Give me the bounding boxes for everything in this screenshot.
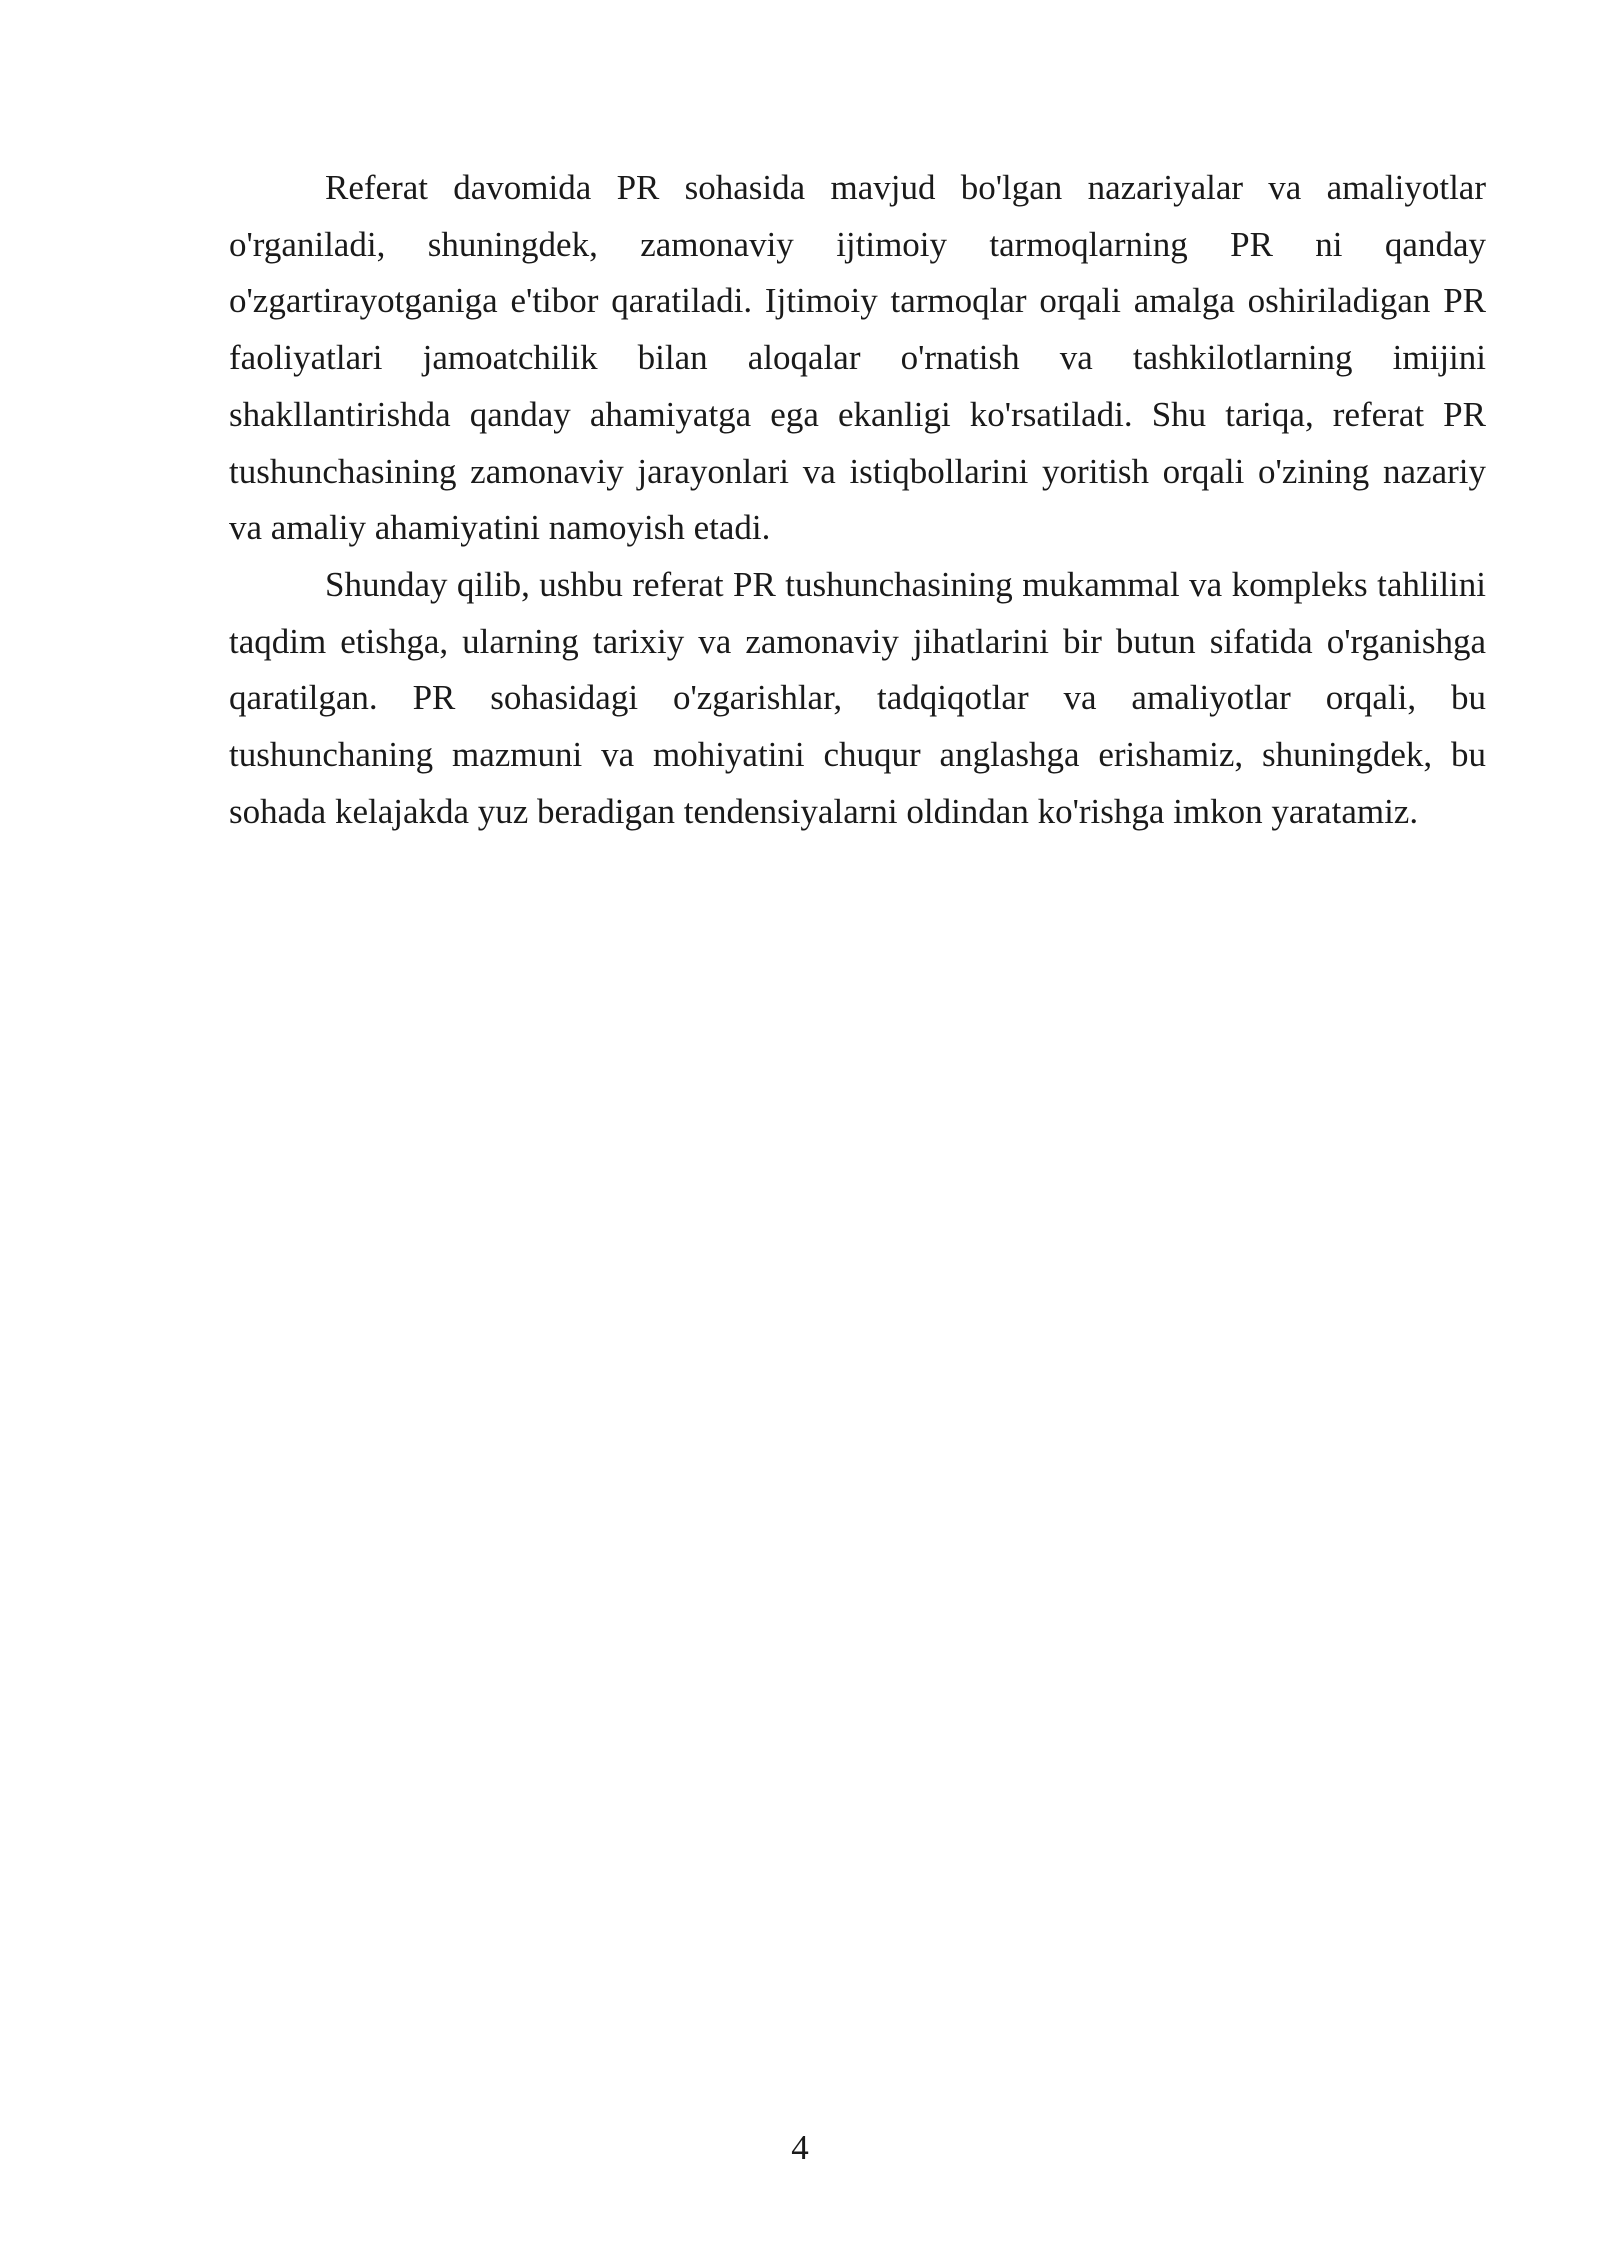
page-number: 4	[791, 2128, 809, 2167]
document-body	[229, 160, 1486, 840]
paragraph-2: Shunday qilib, ushbu referat PR tushunchasining mukammal va kompleks tahlilini taqdim etishga, ularning tarixiy va zamonaviy jihatlarini bir butun sifatida o'rganishga qaratilgan. PR sohasidagi o'zgarishlar, tadqiqotlar va amaliyotlar orqali, bu tushunchaning mazmuni va mohiyatini chuqur anglashga erishamiz, shuningdek, bu sohada kelajakda yuz beradigan tendensiyalarni oldindan ko'rishga imkon yaratamiz.	[229, 564, 1486, 831]
paragraph-1: Referat davomida PR sohasida mavjud bo'lgan nazariyalar va amaliyotlar o'rganiladi, shuningdek, zamonaviy ijtimoiy tarmoqlarning PR ni qanday o'zgartirayotganiga e'tibor qaratiladi. Ijtimoiy tarmoqlar orqali amalga oshiriladigan PR faoliyatlari jamoatchilik bilan aloqalar o'rnatish va tashkilotlarning imijini shakllantirishda qanday ahamiyatga ega ekanligi ko'rsatiladi. Shu tariqa, referat PR tushunchasining zamonaviy jarayonlari va istiqbollarini yoritish orqali o'zining nazariy va amaliy ahamiyatini namoyish etadi.	[229, 168, 1486, 548]
